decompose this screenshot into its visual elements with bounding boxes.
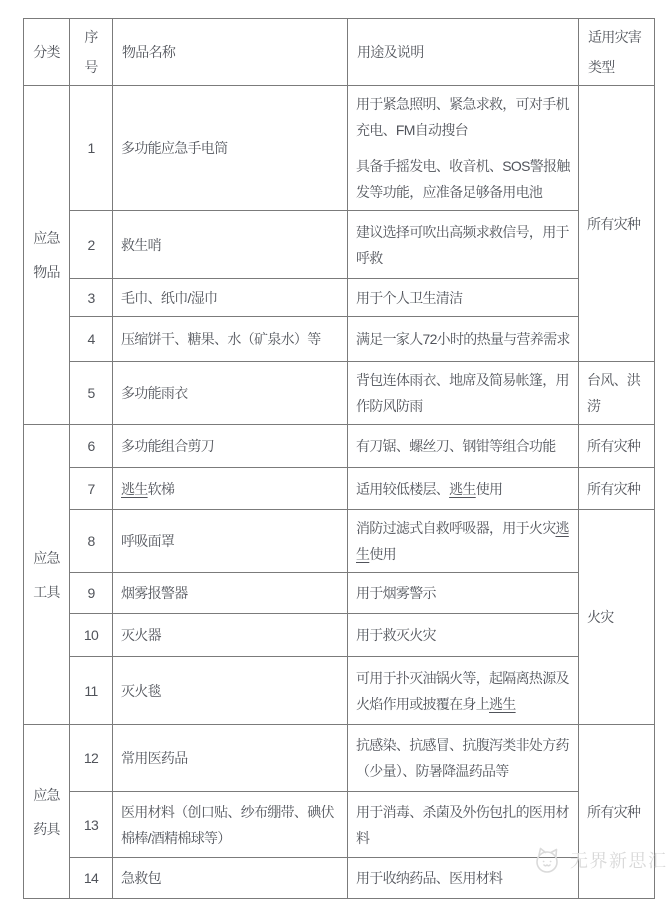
table-row — [24, 792, 655, 858]
usage-desc-cell — [348, 792, 579, 858]
disaster-type-cell: 所有灾种 — [579, 425, 655, 468]
table-row — [24, 573, 655, 614]
item-name-cell: 救生哨 — [113, 211, 348, 279]
table-row — [24, 425, 655, 468]
row-number-cell: 7 — [70, 468, 113, 510]
usage-desc-paragraph: 可用于扑灭油锅火等，起隔离热源及火焰作用或披覆在身上逃生 — [356, 669, 569, 712]
item-name-cell: 多功能组合剪刀 — [113, 425, 348, 468]
usage-desc-paragraph: 用于烟雾警示 — [356, 585, 436, 601]
row-number-cell: 13 — [70, 792, 113, 858]
disaster-type-cell: 火灾 — [579, 510, 655, 725]
row-number-cell: 14 — [70, 858, 113, 899]
usage-desc-cell — [348, 468, 579, 510]
category-cell: 应急工具 — [24, 425, 70, 725]
usage-desc-paragraph: 满足一家人72小时的热量与营养需求 — [356, 331, 570, 347]
table-row — [24, 317, 655, 362]
header-cell-category: 分类 — [24, 19, 70, 86]
disaster-type-cell: 所有灾种 — [579, 725, 655, 899]
usage-desc-paragraph: 适用较低楼层、逃生使用 — [356, 480, 503, 497]
table-row — [24, 468, 655, 510]
category-cell: 应急药具 — [24, 725, 70, 899]
usage-desc-paragraph: 用于紧急照明、紧急求救，可对手机充电、FM自动搜台 — [356, 96, 569, 138]
row-number-cell: 8 — [70, 510, 113, 573]
item-name-cell: 呼吸面罩 — [113, 510, 348, 573]
table-row — [24, 279, 655, 317]
usage-desc-cell — [348, 317, 579, 362]
table-row — [24, 657, 655, 725]
item-name-cell: 毛巾、纸巾/湿巾 — [113, 279, 348, 317]
usage-desc-paragraph: 建议选择可吹出高频求救信号，用于呼救 — [356, 223, 569, 266]
emergency-supplies-table — [23, 18, 655, 899]
table-header — [24, 19, 655, 86]
table-body — [24, 86, 655, 899]
usage-desc-cell — [348, 858, 579, 899]
usage-desc-paragraph: 用于救灭火灾 — [356, 627, 436, 643]
usage-desc-paragraph: 抗感染、抗感冒、抗腹泻类非处方药（少量）、防暑降温药品等 — [356, 737, 569, 779]
row-number-cell: 2 — [70, 211, 113, 279]
header-cell-item-name: 物品名称 — [113, 19, 348, 86]
row-number-cell: 3 — [70, 279, 113, 317]
usage-desc-cell — [348, 725, 579, 792]
item-name-cell: 灭火毯 — [113, 657, 348, 725]
usage-desc-cell — [348, 510, 579, 573]
item-name-cell: 常用医药品 — [113, 725, 348, 792]
table-row — [24, 614, 655, 657]
item-name-cell: 医用材料（创口贴、纱布绷带、碘伏棉棒/酒精棉球等） — [113, 792, 348, 858]
disaster-type-cell: 所有灾种 — [579, 86, 655, 362]
usage-desc-paragraph: 有刀锯、螺丝刀、钢钳等组合功能 — [356, 438, 556, 454]
usage-desc-paragraph: 用于消毒、杀菌及外伤包扎的医用材料 — [356, 803, 569, 846]
table-row — [24, 86, 655, 211]
row-number-cell: 12 — [70, 725, 113, 792]
disaster-type-cell: 台风、洪涝 — [579, 362, 655, 425]
item-name-cell: 多功能应急手电筒 — [113, 86, 348, 211]
table-row — [24, 725, 655, 792]
header-cell-disaster-type: 适用灾害类型 — [579, 19, 655, 86]
usage-desc-cell — [348, 657, 579, 725]
usage-desc-paragraph: 用于个人卫生清洁 — [356, 289, 463, 306]
usage-desc-cell — [348, 425, 579, 468]
row-number-cell: 1 — [70, 86, 113, 211]
table-row — [24, 510, 655, 573]
watermark-label: 无界新思汇 — [570, 851, 668, 871]
header-cell-number: 序号 — [70, 19, 113, 86]
usage-desc-paragraph: 用于收纳药品、医用材料 — [356, 870, 503, 886]
row-number-cell: 6 — [70, 425, 113, 468]
item-name-cell: 逃生软梯 — [113, 468, 348, 510]
usage-desc-paragraph: 消防过滤式自救呼吸器，用于火灾逃生使用 — [356, 520, 569, 562]
usage-desc-cell — [348, 362, 579, 425]
table-row — [24, 211, 655, 279]
usage-desc-cell — [348, 614, 579, 657]
header-cell-usage: 用途及说明 — [348, 19, 579, 86]
category-cell: 应急物品 — [24, 86, 70, 425]
usage-desc-cell — [348, 86, 579, 211]
usage-desc-paragraph: 具备手摇发电、收音机、SOS警报触发等功能，应准备足够备用电池 — [356, 158, 570, 200]
item-name-cell: 灭火器 — [113, 614, 348, 657]
item-name-cell: 压缩饼干、糖果、水（矿泉水）等 — [113, 317, 348, 362]
usage-desc-cell — [348, 279, 579, 317]
row-number-cell: 5 — [70, 362, 113, 425]
usage-desc-cell — [348, 573, 579, 614]
table-row — [24, 362, 655, 425]
item-name-cell: 多功能雨衣 — [113, 362, 348, 425]
row-number-cell: 11 — [70, 657, 113, 725]
table-row — [24, 858, 655, 899]
item-name-cell: 烟雾报警器 — [113, 573, 348, 614]
item-name-cell: 急救包 — [113, 858, 348, 899]
document-sheet — [23, 18, 655, 899]
header-row — [24, 19, 655, 86]
disaster-type-cell: 所有灾种 — [579, 468, 655, 510]
row-number-cell: 10 — [70, 614, 113, 657]
row-number-cell: 9 — [70, 573, 113, 614]
usage-desc-cell — [348, 211, 579, 279]
usage-desc-paragraph: 背包连体雨衣、地席及简易帐篷，用作防风防雨 — [356, 372, 569, 414]
row-number-cell: 4 — [70, 317, 113, 362]
